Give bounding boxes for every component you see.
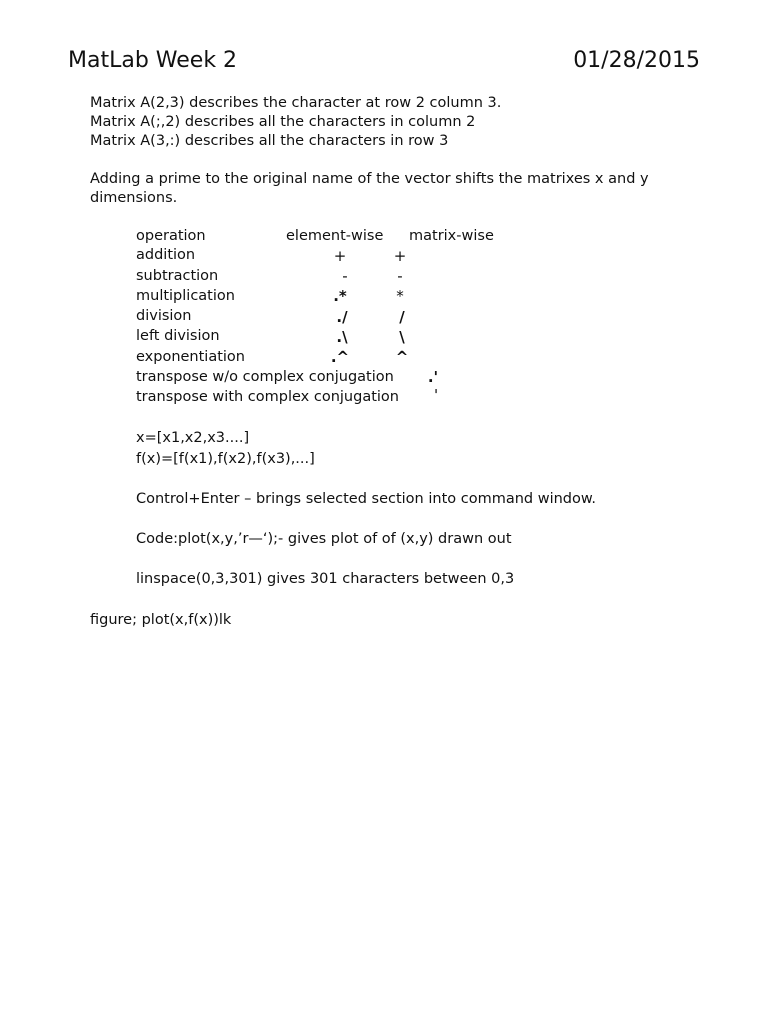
fx-definition: f(x)=[f(x1),f(x2),f(x3),...]: [136, 451, 315, 467]
matrix-wise-symbol: ^: [395, 348, 409, 366]
transpose-name: transpose with complex conjugation: [136, 389, 399, 405]
transpose-name: transpose w/o complex conjugation: [136, 369, 394, 385]
header-element-wise: element-wise: [286, 228, 384, 244]
matrix-note-3: Matrix A(3,:) describes all the characters in row 3: [90, 133, 449, 149]
element-wise-symbol: ./: [336, 308, 348, 326]
transpose-symbol: ': [433, 386, 439, 404]
matrix-note-1: Matrix A(2,3) describes the character at row 2 column 3.: [90, 95, 502, 111]
operator-name: subtraction: [136, 268, 219, 284]
x-definition: x=[x1,x2,x3....]: [136, 430, 250, 446]
header-matrix-wise: matrix-wise: [409, 228, 494, 244]
element-wise-symbol: +: [333, 247, 347, 265]
prime-note: Adding a prime to the original name of the vector shifts the matrixes x and y dimensions.: [90, 171, 649, 206]
matrix-wise-symbol: /: [399, 308, 405, 326]
matrix-note-2: Matrix A(;,2) describes all the characters in column 2: [90, 114, 476, 130]
control-enter-note: Control+Enter – brings selected section into command window.: [136, 491, 597, 507]
operator-name: division: [136, 308, 192, 324]
operator-name: multiplication: [136, 288, 235, 304]
matrix-wise-symbol: \: [399, 328, 405, 346]
element-wise-symbol: .^: [330, 348, 350, 366]
operator-name: addition: [136, 247, 196, 263]
header-operation: operation: [136, 228, 206, 244]
operator-name: left division: [136, 328, 220, 344]
page-title: MatLab Week 2: [68, 48, 238, 73]
figure-note: figure; plot(x,f(x))lk: [90, 612, 232, 628]
page-date: 01/28/2015: [573, 48, 700, 73]
element-wise-symbol: .\: [336, 328, 348, 346]
linspace-note: linspace(0,3,301) gives 301 characters between 0,3: [136, 571, 515, 587]
matrix-wise-symbol: *: [396, 287, 404, 305]
element-wise-symbol: .*: [333, 287, 347, 305]
plot-code-note: Code:plot(x,y,’r—‘);- gives plot of of (x,y) drawn out: [136, 531, 512, 547]
operator-name: exponentiation: [136, 349, 245, 365]
element-wise-symbol: -: [342, 267, 348, 285]
matrix-wise-symbol: +: [393, 247, 407, 265]
matrix-wise-symbol: -: [397, 267, 403, 285]
transpose-symbol: .': [427, 368, 439, 386]
